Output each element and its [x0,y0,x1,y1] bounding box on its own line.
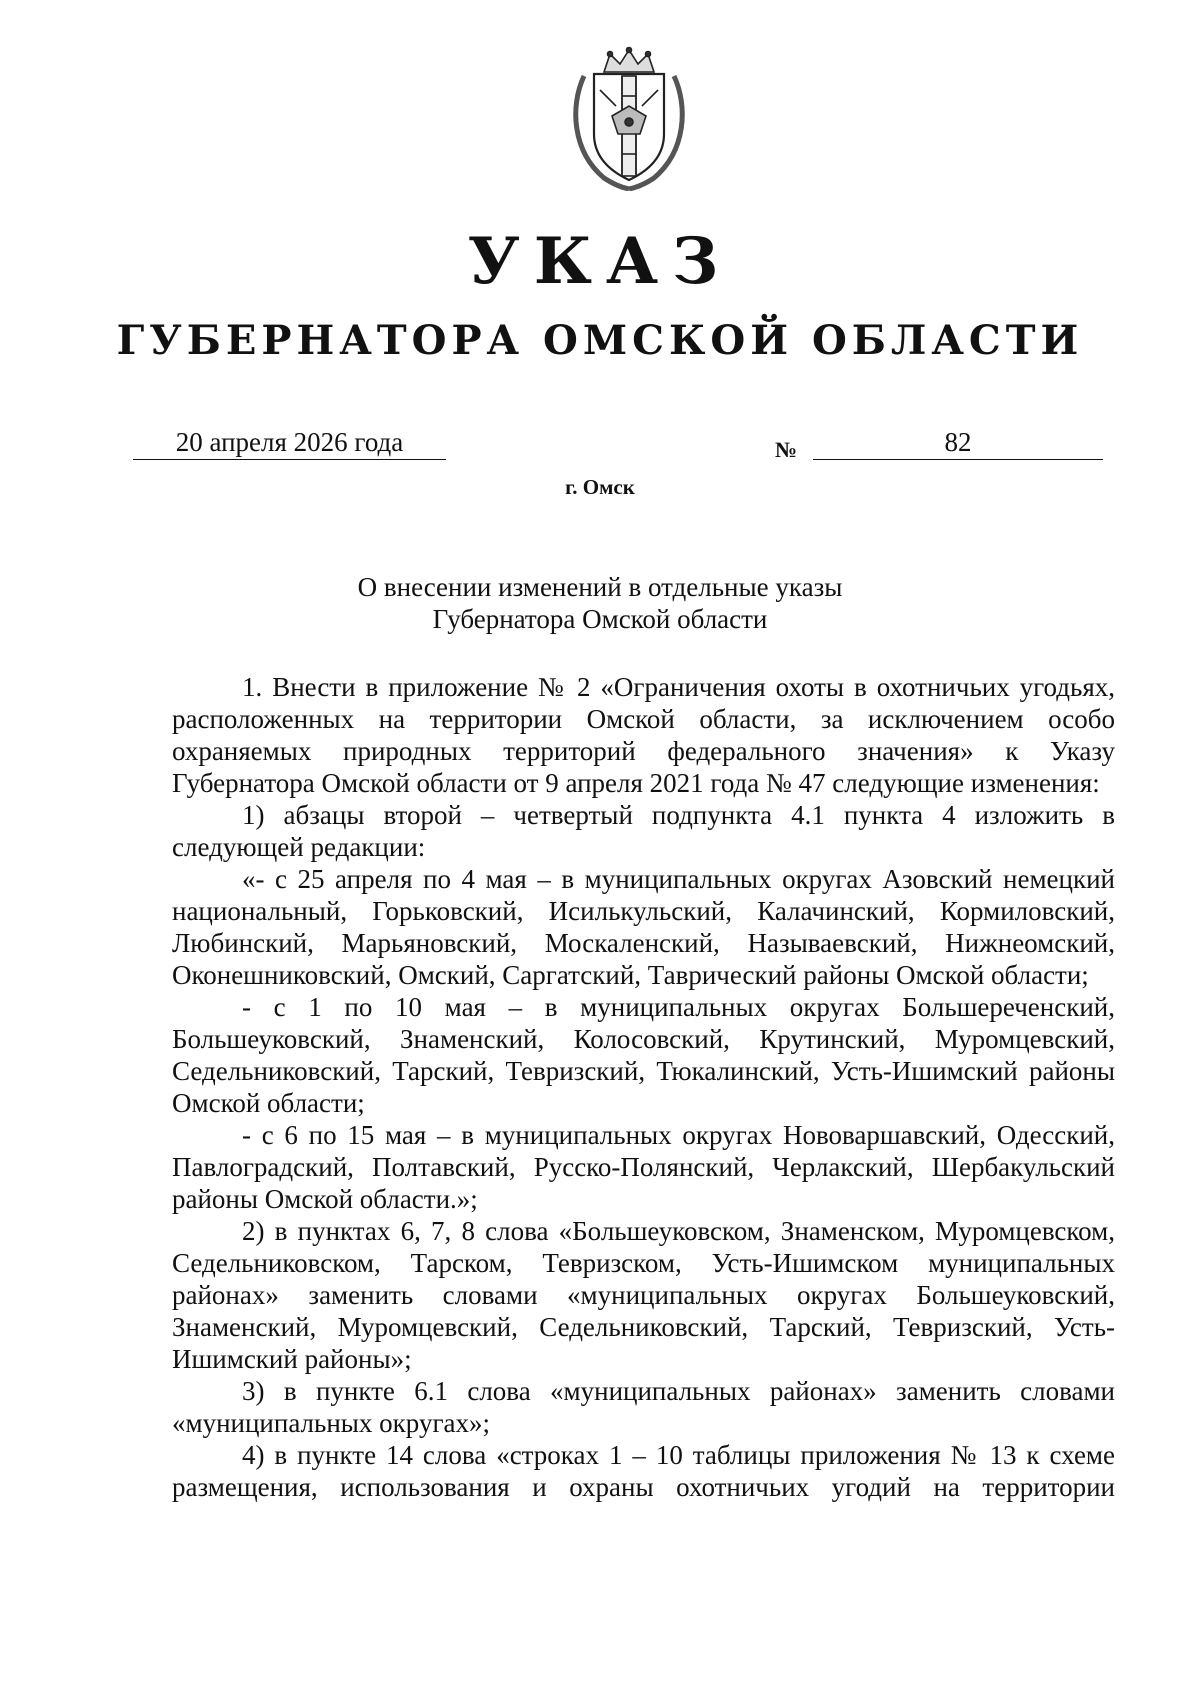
document-city: г. Омск [565,475,635,499]
document-heading [0,571,1200,635]
document-subtitle: ГУБЕРНАТОРА ОМСКОЙ ОБЛАСТИ [116,317,1084,364]
date-underline [133,459,446,460]
body-paragraph: «- с 25 апреля по 4 мая – в муниципальных округах Азовский немецкий национальный, Горьковский, Исилькульский, Калачинский, Кормиловский, Любинский, Марьяновский, Москаленский, Называевский, Нижнеомский, Оконешниковский, Омский, Саргатский, Таврический районы Омской области; [172,864,1115,990]
document-date: 20 апреля 2026 года [175,427,404,457]
heading-line: Губернатора Омской области [432,604,768,634]
number-underline [813,459,1103,460]
document-number: 82 [944,427,972,457]
heading-line: О внесении изменений в отдельные указы [357,572,843,602]
body-paragraph: - с 1 по 10 мая – в муниципальных округах Большереченский, Большеуковский, Знаменский, Колосовский, Крутинский, Муромцевский, Седельниковский, Тарский, Тевризский, Тюкалинский, Усть-Ишимский районы Омской области; [172,992,1115,1118]
body-paragraph: 4) в пункте 14 слова «строках 1 – 10 таблицы приложения № 13 к схеме размещения, использования и охраны охотничьих угодий на территории [172,1440,1115,1502]
body-paragraph: 1) абзацы второй – четвертый подпункта 4.1 пункта 4 изложить в следующей редакции: [172,800,1115,862]
body-paragraph: - с 6 по 15 мая – в муниципальных округах Нововаршавский, Одесский, Павлоградский, Полтавский, Русско-Полянский, Черлакский, Шербакульский районы Омской области.»; [172,1120,1115,1214]
body-paragraph: 1. Внести в приложение № 2 «Ограничения охоты в охотничьих угодьях, расположенных на территории Омской области, за исключением особо охраняемых природных территорий федерального значения» к Указу Губернатора Омской области от 9 апреля 2021 года № 47 следующие изменения: [172,672,1115,798]
body-paragraph: 3) в пункте 6.1 слова «муниципальных районах» заменить словами «муниципальных округах»; [172,1376,1115,1438]
document-title: УКАЗ [467,224,733,299]
number-label: № [775,437,798,462]
document-body [172,671,1115,1503]
coat-of-arms-icon [564,46,694,191]
body-paragraph: 2) в пунктах 6, 7, 8 слова «Большеуковском, Знаменском, Муромцевском, Седельниковском, Тарском, Тевризском, Усть-Ишимском муниципальных районах» заменить словами «муниципальных округах Большеуковский, Знаменский, Муромцевский, Седельниковский, Тарский, Тевризский, Усть-Ишимский районы»; [172,1216,1115,1374]
